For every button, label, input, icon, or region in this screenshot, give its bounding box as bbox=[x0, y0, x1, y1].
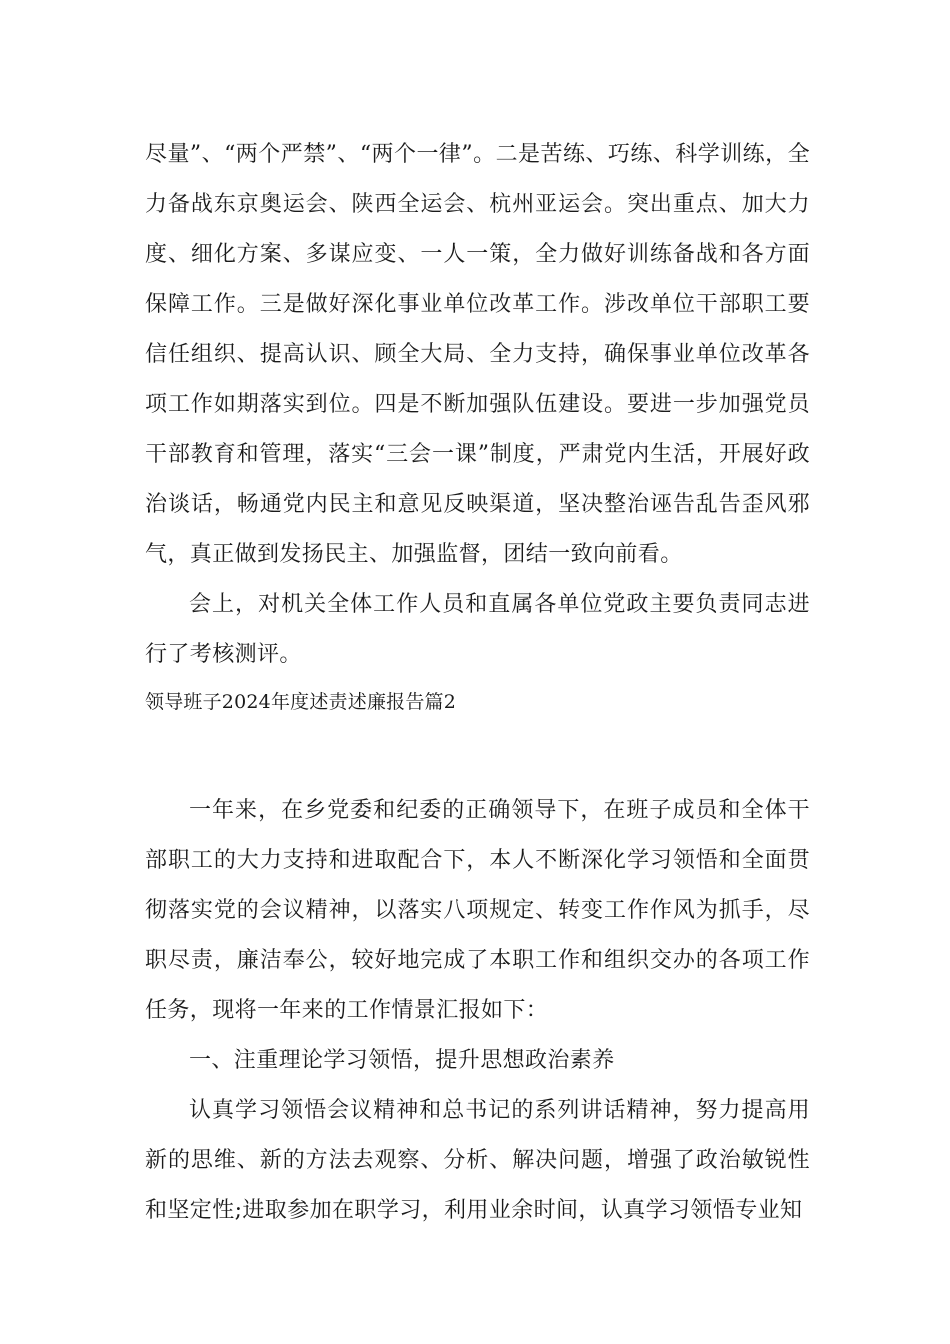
paragraph-intro: 一年来，在乡党委和纪委的正确领导下，在班子成员和全体干部职工的大力支持和进取配合下，本人不断深化学习领悟和全面贯彻落实党的会议精神，以落实八项规定、转变工作作风为抓手，尽职尽责，廉洁奉公，较好地完成了本职工作和组织交办的各项工作任务，现将一年来的工作情景汇报如下： bbox=[145, 798, 810, 1023]
document-body bbox=[145, 130, 810, 1236]
section-title-theory-study: 一、注重理论学习领悟，提升思想政治素养 bbox=[189, 1048, 615, 1073]
paragraph-meeting-assessment: 会上，对机关全体工作人员和直属各单位党政主要负责同志进行了考核测评。 bbox=[145, 592, 810, 667]
paragraph-theory-study: 认真学习领悟会议精神和总书记的系列讲话精神，努力提高用新的思维、新的方法去观察、分析、解决问题，增强了政治敏锐性和坚定性;进取参加在职学习，利用业余时间，认真学习领悟专业知 bbox=[145, 1098, 810, 1223]
paragraph-continuation: 尽量”、“两个严禁”、“两个一律”。二是苦练、巧练、科学训练，全力备战东京奥运会、陕西全运会、杭州亚运会。突出重点、加大力度、细化方案、多谋应变、一人一策，全力做好训练备战和各方面保障工作。三是做好深化事业单位改革工作。涉改单位干部职工要信任组织、提高认识、顾全大局、全力支持，确保事业单位改革各项工作如期落实到位。四是不断加强队伍建设。要进一步加强党员干部教育和管理，落实“三会一课”制度，严肃党内生活，开展好政治谈话，畅通党内民主和意见反映渠道，坚决整治诬告乱告歪风邪气，真正做到发扬民主、加强监督，团结一致向前看。 bbox=[145, 142, 810, 567]
heading-spacer bbox=[145, 720, 810, 786]
report-heading: 领导班子2024年度述责述廉报告篇2 bbox=[145, 691, 457, 713]
